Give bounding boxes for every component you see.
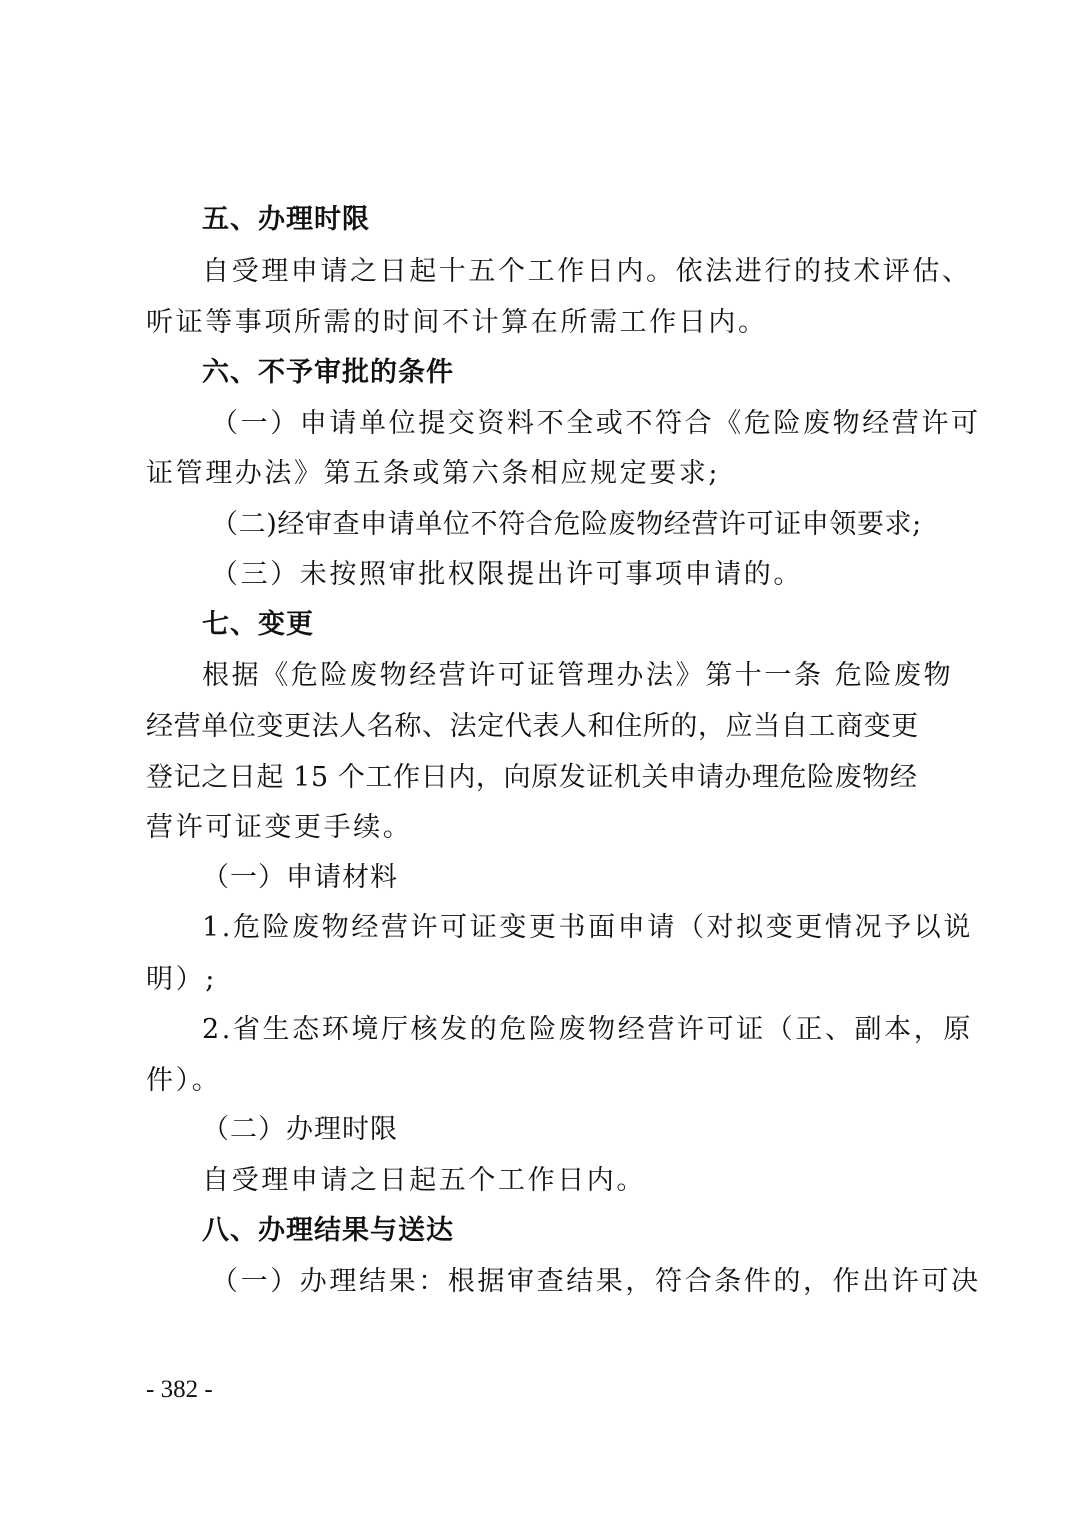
paragraph-line: 经营单位变更法人名称、法定代表人和住所的，应当自工商变更 xyxy=(146,711,919,742)
paragraph-line: 自受理申请之日起五个工作日内。 xyxy=(202,1165,646,1196)
paragraph-line: 2.省生态环境厅核发的危险废物经营许可证（正、副本，原 xyxy=(202,1014,973,1045)
paragraph-line: 1.危险废物经营许可证变更书面申请（对拟变更情况予以说 xyxy=(202,912,973,943)
paragraph-line: 证管理办法》第五条或第六条相应规定要求; xyxy=(146,458,721,489)
subheading-processing-time: （二）办理时限 xyxy=(202,1114,398,1145)
paragraph-line: （一）申请单位提交资料不全或不符合《危险废物经营许可 xyxy=(211,408,981,439)
subheading-application-materials: （一）申请材料 xyxy=(202,862,398,893)
paragraph-line: （二)经审查申请单位不符合危险废物经营许可证申领要求; xyxy=(211,509,922,540)
paragraph-line: （一）办理结果：根据审查结果，符合条件的，作出许可决 xyxy=(211,1266,981,1297)
paragraph-line: 营许可证变更手续。 xyxy=(146,812,413,843)
paragraph-line: 件）。 xyxy=(146,1065,222,1096)
paragraph-line: 根据《危险废物经营许可证管理办法》第十一条 危险废物 xyxy=(202,660,954,691)
page-number: - 382 - xyxy=(146,1376,213,1403)
heading-conditions-not-approved: 六、不予审批的条件 xyxy=(202,357,454,388)
paragraph-line: 听证等事项所需的时间不计算在所需工作日内。 xyxy=(146,307,768,338)
heading-result-and-delivery: 八、办理结果与送达 xyxy=(202,1215,454,1246)
paragraph-line: （三）未按照审批权限提出许可事项申请的。 xyxy=(211,559,803,590)
heading-processing-time-limit: 五、办理时限 xyxy=(202,204,370,235)
paragraph-line: 明）; xyxy=(146,964,217,995)
paragraph-line: 自受理申请之日起十五个工作日内。依法进行的技术评估、 xyxy=(202,256,972,287)
paragraph-line: 登记之日起 15 个工作日内，向原发证机关申请办理危险废物经 xyxy=(146,762,918,793)
heading-change: 七、变更 xyxy=(202,609,314,640)
